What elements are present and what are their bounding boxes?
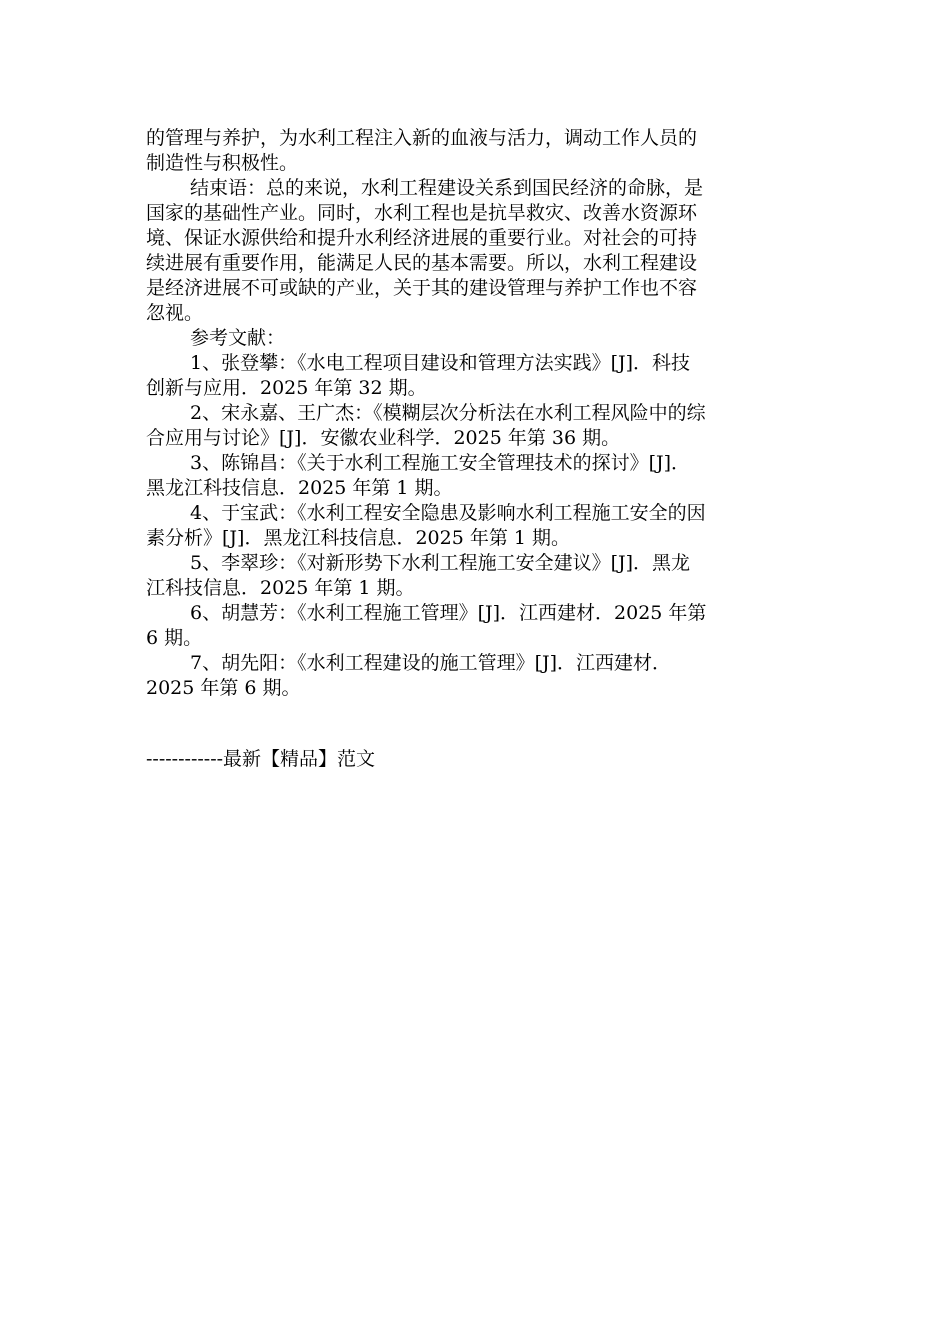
document-body [146, 126, 806, 701]
reference-item: 5、李翠珍：《对新形势下水利工程施工安全建议》[J]．黑龙 江科技信息．2025 年第 1 期。 [146, 552, 691, 599]
footer-banner: ------------最新【精品】范文 [146, 748, 376, 770]
reference-item: 7、胡先阳：《水利工程建设的施工管理》[J]．江西建材． 2025 年第 6 期。 [146, 652, 672, 699]
continuation-paragraph: 的管理与养护，为水利工程注入新的血液与活力，调动工作人员的 制造性与积极性。 [146, 127, 698, 174]
reference-item: 6、胡慧芳：《水利工程施工管理》[J]．江西建材．2025 年第 6 期。 [146, 602, 707, 649]
reference-item: 3、陈锦昌：《关于水利工程施工安全管理技术的探讨》[J]． 黑龙江科技信息．2025 年第 1 期。 [146, 452, 691, 499]
reference-item: 2、宋永嘉、王广杰：《模糊层次分析法在水利工程风险中的综 合应用与讨论》[J]．安徽农业科学．2025 年第 36 期。 [146, 402, 706, 449]
reference-item: 1、张登攀：《水电工程项目建设和管理方法实践》[J]．科技 创新与应用．2025 年第 32 期。 [146, 352, 691, 399]
conclusion-paragraph: 结束语：总的来说，水利工程建设关系到国民经济的命脉，是 国家的基础性产业。同时，水利工程也是抗旱救灾、改善水资源环 境、保证水源供给和提升水利经济进展的重要行业。对社会的可持 续进展有重要作用，能满足人民的基本需要。所以，水利工程建设 是经济进展不可或缺的产业，关于其的建设管理与养护工作也不容 忽视。 [146, 177, 704, 324]
reference-item: 4、于宝武：《水利工程安全隐患及影响水利工程施工安全的因 素分析》[J]．黑龙江科技信息．2025 年第 1 期。 [146, 502, 706, 549]
references-list [146, 351, 806, 701]
references-heading: 参考文献： [190, 327, 286, 349]
